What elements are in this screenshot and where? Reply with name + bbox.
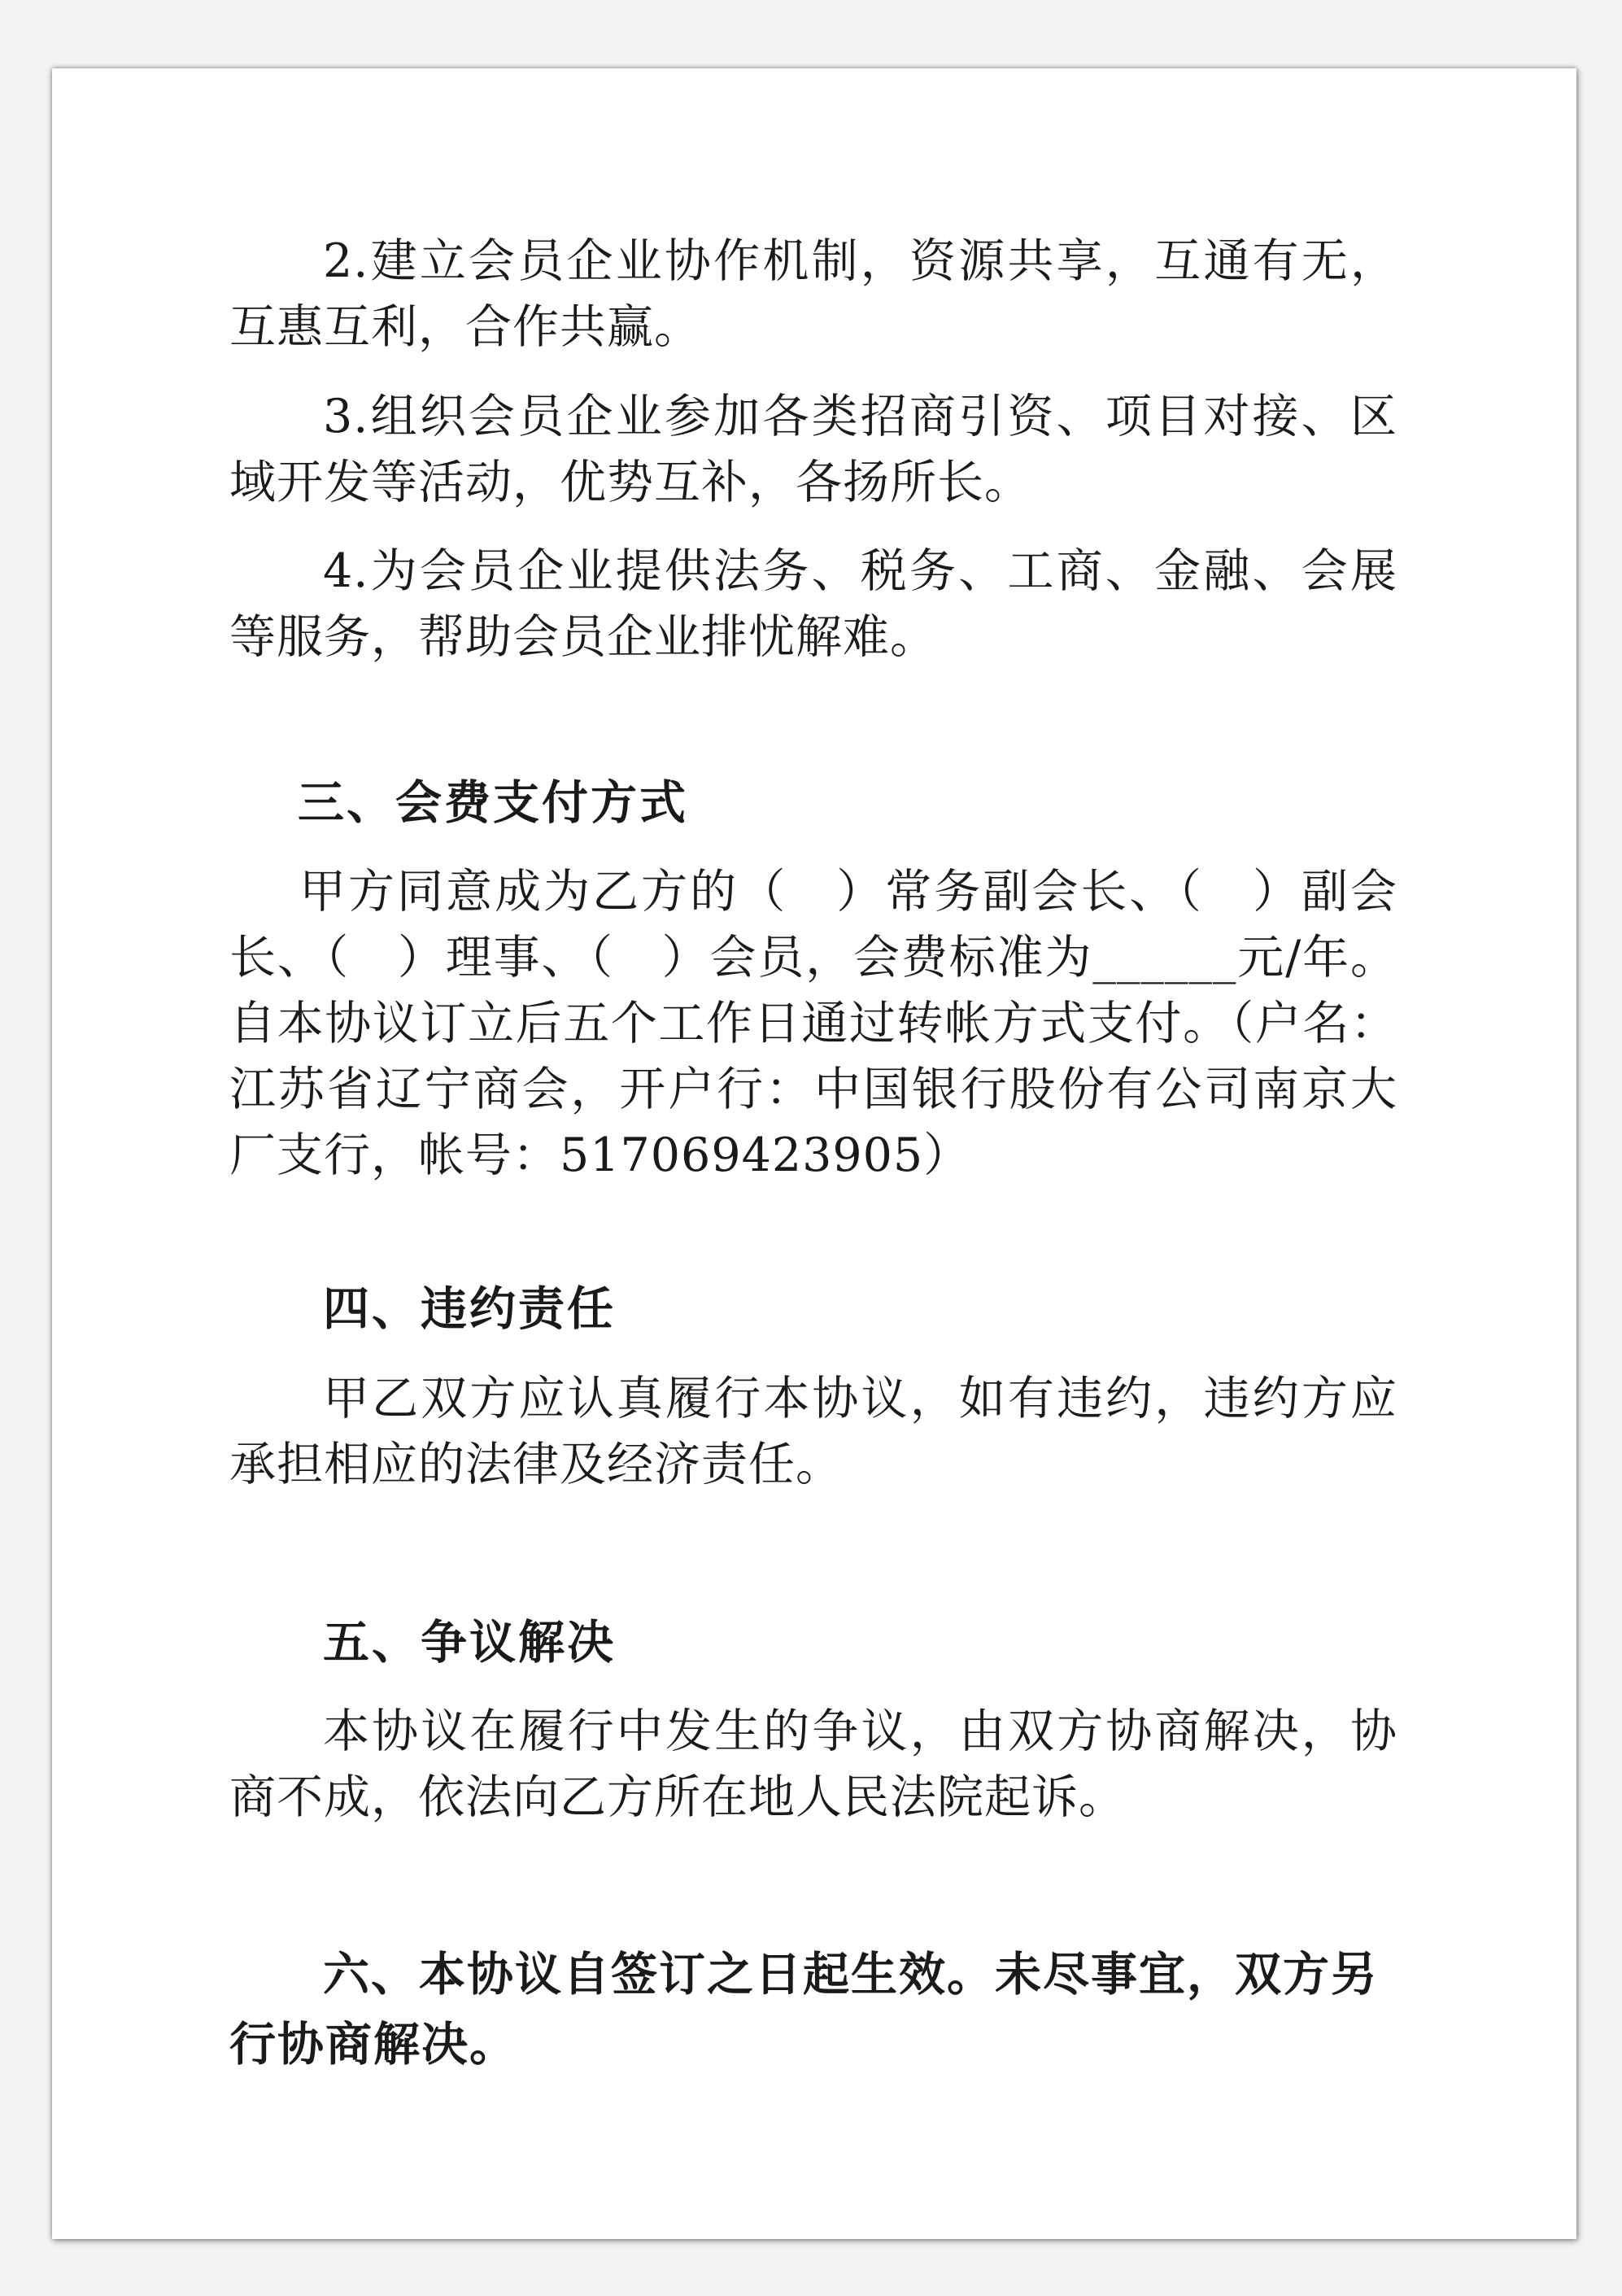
section-5-body: 本协议在履行中发生的争议，由双方协商解决，协商不成，依法向乙方所在地人民法院起诉。	[229, 1705, 1397, 1824]
section-4-body: 甲乙双方应认真履行本协议，如有违约，违约方应承担相应的法律及经济责任。	[229, 1372, 1397, 1491]
section-6-text: 六、本协议自签订之日起生效。未尽事宜，双方另行协商解决。	[229, 1948, 1379, 2071]
clause-2-2: 2.建立会员企业协作机制，资源共享，互通有无，互惠互利，合作共赢。	[229, 234, 1397, 354]
clause-2-4: 4.为会员企业提供法务、税务、工商、金融、会展等服务，帮助会员企业排忧解难。	[229, 544, 1397, 664]
document-page	[52, 68, 1576, 2239]
section-5-heading: 五、争议解决	[323, 1616, 616, 1670]
section-4-heading: 四、违约责任	[323, 1282, 616, 1336]
section-3-body: 甲方同意成为乙方的（ ）常务副会长、（ ）副会长、（ ）理事、（ ）会员，会费标准为______元/年。自本协议订立后五个工作日通过转帐方式支付。（户名：江苏省辽宁商会，开户行：中国银行股份有公司南京大厂支行，帐号：517069423905）	[229, 865, 1397, 1182]
clause-2-3: 3.组织会员企业参加各类招商引资、项目对接、区域开发等活动，优势互补，各扬所长。	[229, 390, 1397, 509]
section-3-heading: 三、会费支付方式	[298, 776, 688, 830]
